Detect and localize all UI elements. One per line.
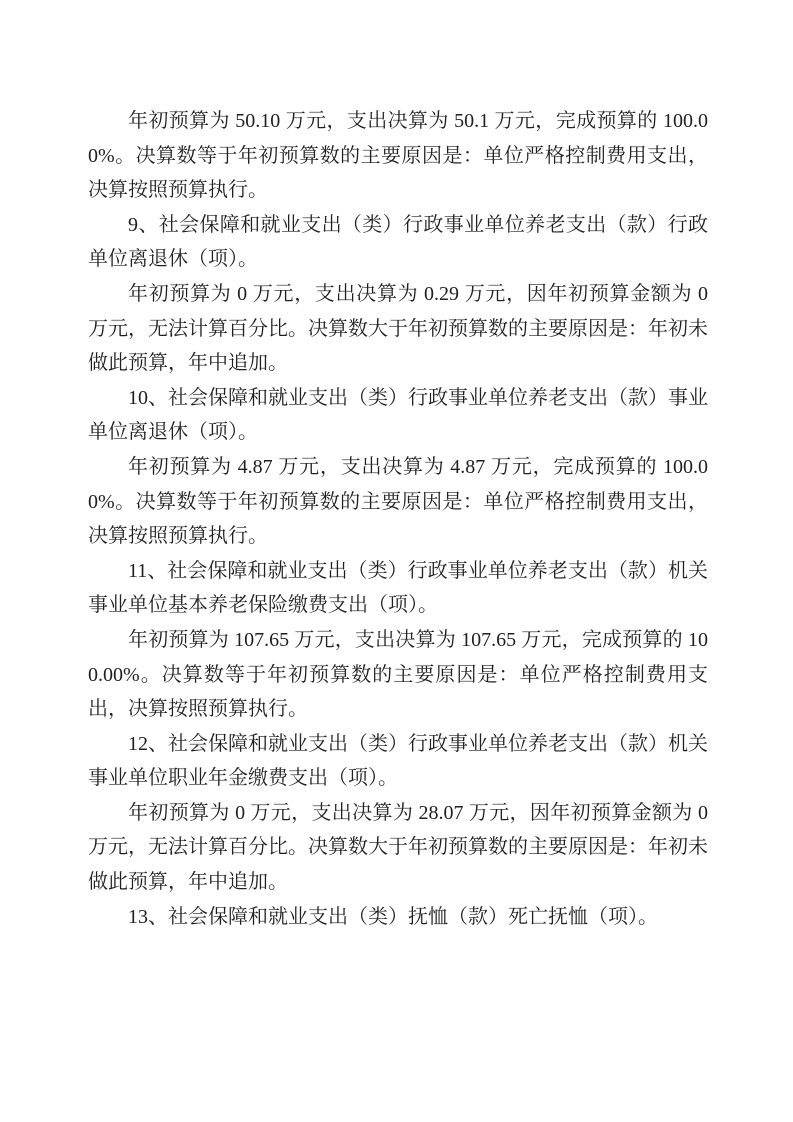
paragraph-budget-detail: 年初预算为 50.10 万元，支出决算为 50.1 万元，完成预算的 100.00%。决算数等于年初预算数的主要原因是：单位严格控制费用支出，决算按照预算执行。 <box>88 110 708 202</box>
paragraph-item-10: 10、社会保障和就业支出（类）行政事业单位养老支出（款）事业单位离退休（项）。 <box>88 386 708 444</box>
paragraph-item-13: 13、社会保障和就业支出（类）抚恤（款）死亡抚恤（项）。 <box>128 905 658 928</box>
paragraph-item-12: 12、社会保障和就业支出（类）行政事业单位养老支出（款）机关事业单位职业年金缴费支出（项）。 <box>88 732 708 790</box>
paragraph-item-11: 11、社会保障和就业支出（类）行政事业单位养老支出（款）机关事业单位基本养老保险缴费支出（项）。 <box>88 559 708 617</box>
paragraph-budget-detail: 年初预算为 4.87 万元，支出决算为 4.87 万元，完成预算的 100.00%。决算数等于年初预算数的主要原因是：单位严格控制费用支出，决算按照预算执行。 <box>88 455 708 548</box>
paragraph-budget-detail: 年初预算为 107.65 万元，支出决算为 107.65 万元，完成预算的 100.00%。决算数等于年初预算数的主要原因是：单位严格控制费用支出，决算按照预算执行。 <box>88 628 708 721</box>
document-body <box>88 104 708 934</box>
paragraph-item-9: 9、社会保障和就业支出（类）行政事业单位养老支出（款）行政单位离退休（项）。 <box>88 213 708 271</box>
paragraph-budget-detail: 年初预算为 0 万元，支出决算为 0.29 万元，因年初预算金额为 0 万元，无法计算百分比。决算数大于年初预算数的主要原因是：年初未做此预算，年中追加。 <box>88 282 708 375</box>
paragraph-budget-detail: 年初预算为 0 万元，支出决算为 28.07 万元，因年初预算金额为 0 万元，无法计算百分比。决算数大于年初预算数的主要原因是：年初未做此预算，年中追加。 <box>88 801 708 894</box>
